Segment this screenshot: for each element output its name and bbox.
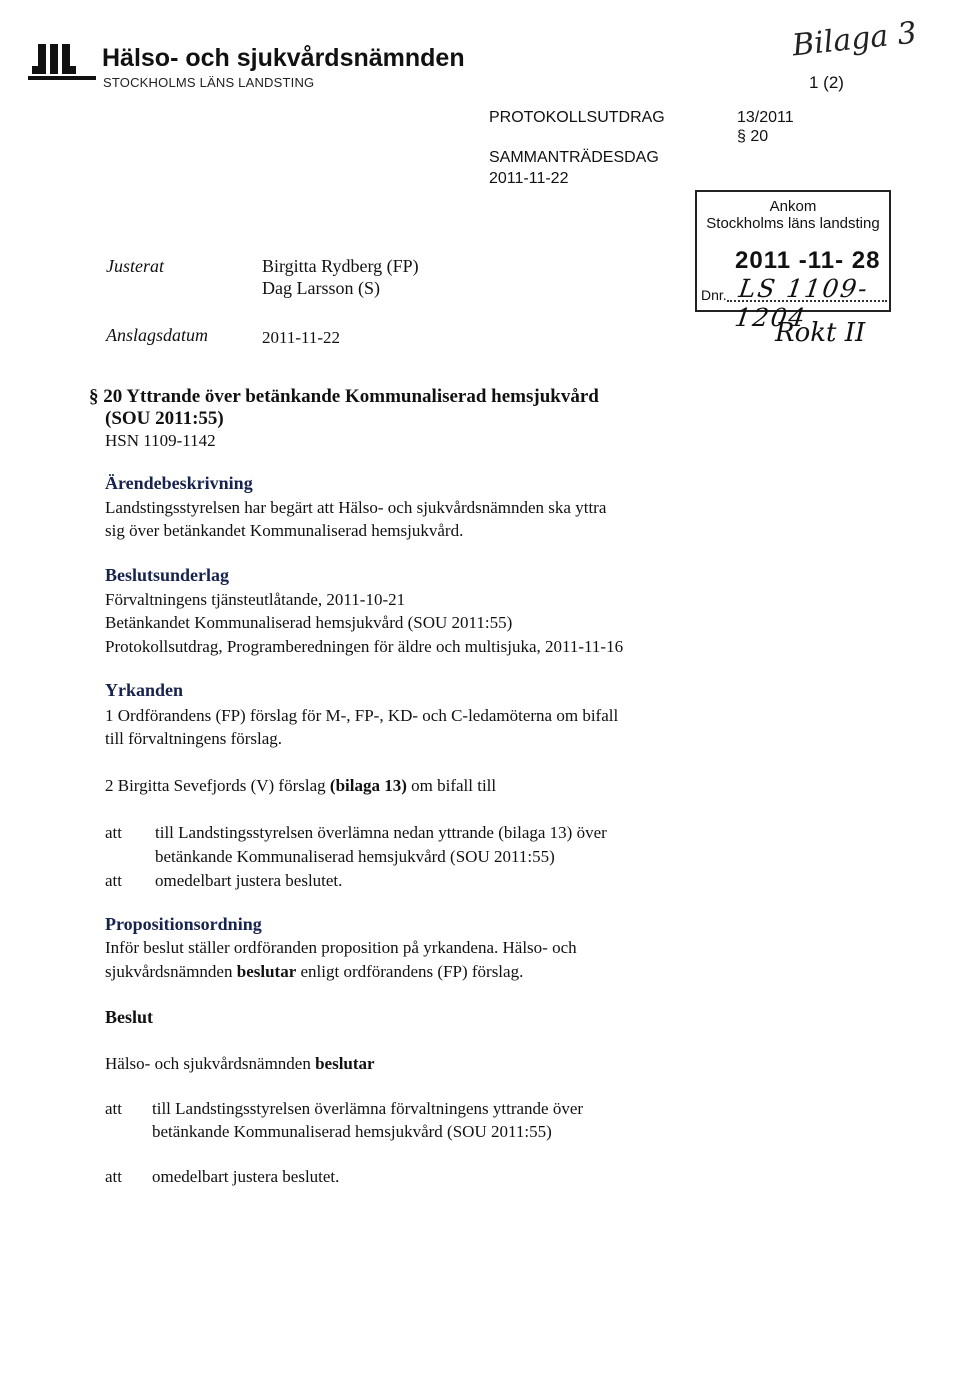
beslutsunderlag-heading: Beslutsunderlag bbox=[105, 565, 230, 585]
arende-text-1: Landstingsstyrelsen har begärt att Hälso- och sjukvårdsnämnden ska yttra bbox=[105, 498, 607, 517]
section-title: § 20 Yttrande över betänkande Kommunaliserad hemsjukvård bbox=[89, 386, 599, 407]
org-subtitle: STOCKHOLMS LÄNS LANDSTING bbox=[103, 75, 315, 90]
stamp-subtitle: Stockholms läns landsting bbox=[706, 215, 880, 232]
anslagsdatum-value: 2011-11-22 bbox=[262, 328, 341, 347]
justerare-1: Birgitta Rydberg (FP) bbox=[262, 256, 419, 276]
sll-logo bbox=[28, 44, 96, 84]
att-label: att bbox=[105, 871, 122, 890]
att-label: att bbox=[105, 823, 122, 842]
underlag-item: Förvaltningens tjänsteutlåtande, 2011-10-21 bbox=[105, 590, 406, 609]
beslut-beslutar: beslutar bbox=[315, 1054, 375, 1073]
yrkande-1-line-2: till förvaltningens förslag. bbox=[105, 729, 283, 748]
yrkande-2 bbox=[105, 775, 496, 796]
yrkande-2-prefix: 2 Birgitta Sevefjords (V) förslag bbox=[105, 776, 330, 795]
handwritten-note: Rokt II bbox=[775, 318, 866, 348]
doc-type: PROTOKOLLSUTDRAG bbox=[489, 109, 665, 126]
yrkande-1-line-1: 1 Ordförandens (FP) förslag för M-, FP-, KD- och C-ledamöterna om bifall bbox=[105, 706, 619, 725]
proposition-line-2 bbox=[105, 961, 523, 982]
stamp-dnr-value: LS 1109-1204 bbox=[732, 274, 871, 332]
beslut-intro-prefix: Hälso- och sjukvårdsnämnden bbox=[105, 1054, 316, 1073]
meeting-label: SAMMANTRÄDESDAG bbox=[489, 149, 659, 166]
yrkande-2-bilaga: (bilaga 13) bbox=[329, 776, 407, 795]
beslut-heading: Beslut bbox=[105, 1007, 154, 1027]
beslut-intro bbox=[105, 1053, 375, 1074]
page-number: 1 (2) bbox=[809, 73, 844, 92]
yrkande-att-2: omedelbart justera beslutet. bbox=[155, 871, 343, 890]
propositionsordning-heading: Propositionsordning bbox=[105, 914, 262, 934]
att-label: att bbox=[105, 1167, 122, 1186]
org-name: Hälso- och sjukvårdsnämnden bbox=[102, 44, 465, 72]
beslut-att-2: omedelbart justera beslutet. bbox=[152, 1167, 340, 1186]
yrkande-att-1-line-1: till Landstingsstyrelsen överlämna nedan yttrande (bilaga 13) över bbox=[155, 823, 607, 842]
stamp-dnr-label: Dnr. bbox=[701, 287, 727, 303]
justerat-label: Justerat bbox=[106, 256, 164, 276]
yrkanden-heading: Yrkanden bbox=[105, 680, 184, 700]
protocol-number: 13/2011 bbox=[737, 109, 794, 126]
meeting-date: 2011-11-22 bbox=[489, 170, 569, 187]
stamp-title: Ankom bbox=[769, 198, 817, 215]
paragraph-number: § 20 bbox=[737, 128, 769, 145]
section-title-sou: (SOU 2011:55) bbox=[105, 408, 224, 429]
beslut-att-1-line-1: till Landstingsstyrelsen överlämna förvaltningens yttrande över bbox=[152, 1099, 584, 1118]
beslut-att-1-line-2: betänkande Kommunaliserad hemsjukvård (SOU 2011:55) bbox=[152, 1122, 552, 1141]
proposition-line-2-suffix: enligt ordförandens (FP) förslag. bbox=[296, 962, 524, 981]
anslagsdatum-label: Anslagsdatum bbox=[106, 325, 209, 345]
proposition-beslutar: beslutar bbox=[236, 962, 297, 981]
justerare-2: Dag Larsson (S) bbox=[262, 278, 380, 298]
proposition-line-2-prefix: sjukvårdsnämnden bbox=[105, 962, 237, 981]
handwritten-annotation: Bilaga 3 bbox=[790, 15, 919, 64]
arende-text-2: sig över betänkandet Kommunaliserad hemsjukvård. bbox=[105, 521, 464, 540]
yrkande-2-suffix: om bifall till bbox=[406, 776, 497, 795]
arendebeskrivning-heading: Ärendebeskrivning bbox=[105, 473, 253, 493]
underlag-item: Betänkandet Kommunaliserad hemsjukvård (SOU 2011:55) bbox=[105, 613, 513, 632]
stamp-date: 2011 -11- 28 bbox=[735, 247, 881, 274]
att-label: att bbox=[105, 1099, 122, 1118]
yrkande-att-1-line-2: betänkande Kommunaliserad hemsjukvård (SOU 2011:55) bbox=[155, 847, 555, 866]
hsn-number: HSN 1109-1142 bbox=[105, 431, 216, 450]
received-stamp bbox=[695, 190, 891, 332]
proposition-line-1: Inför beslut ställer ordföranden proposition på yrkandena. Hälso- och bbox=[105, 938, 577, 957]
underlag-item: Protokollsutdrag, Programberedningen för äldre och multisjuka, 2011-11-16 bbox=[105, 637, 624, 656]
